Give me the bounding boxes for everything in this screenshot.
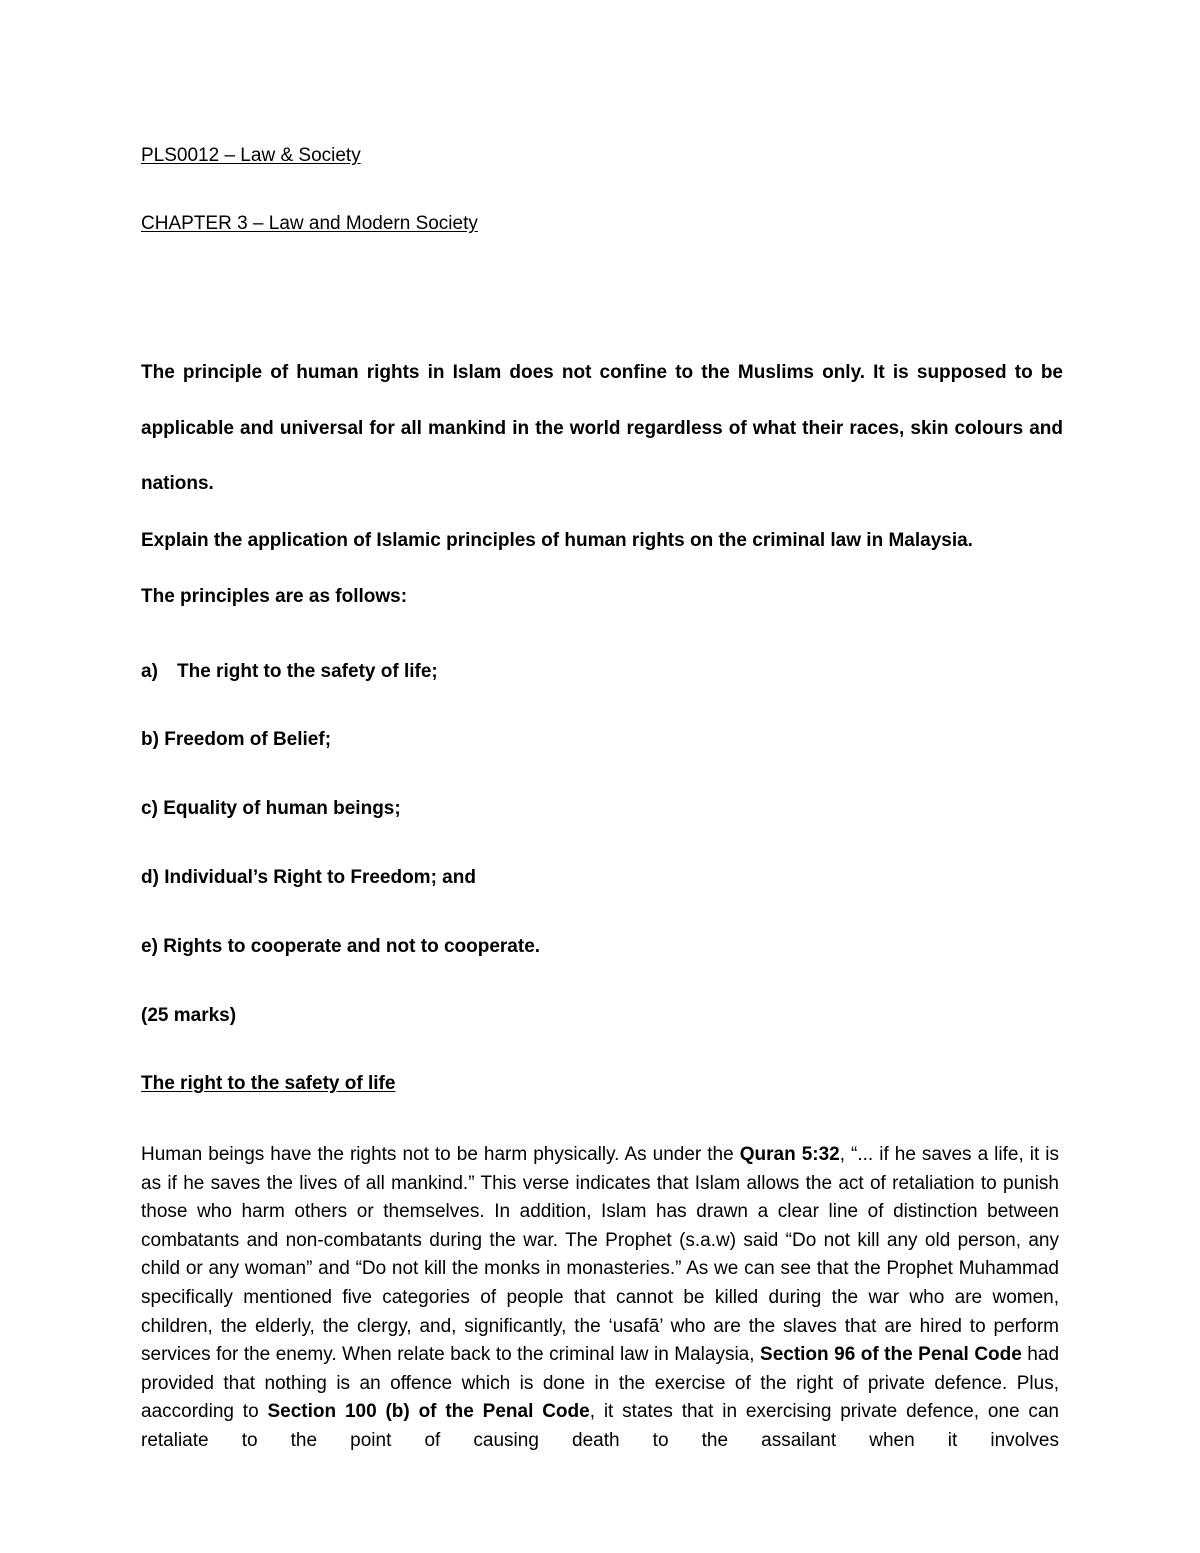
list-item-text: The right to the safety of life; — [177, 661, 438, 682]
section-heading: The right to the safety of life — [141, 1073, 396, 1094]
explain-instruction: Explain the application of Islamic principles of human rights on the criminal law in Malaysia. — [141, 530, 973, 551]
list-item — [141, 661, 438, 683]
list-marker: d) — [141, 867, 159, 888]
list-item — [141, 729, 331, 751]
list-item-text: Individual’s Right to Freedom; and — [164, 867, 476, 888]
list-marker: b) — [141, 729, 159, 750]
section-100-reference: Section 100 (b) of the Penal Code — [267, 1401, 590, 1423]
body-text-part: , “... if he saves a life, it is as if he saves the lives of all mankind.” This verse indicates that Islam allows the act of retaliation to punish those who harm others or themselves. In addition, Islam has drawn a clear line of distinction between combatants and non-combatants during the war. The Prophet (s.a.w) said “Do not kill any old person, any child or any woman” and “Do not kill the monks in monasteries.” As we can see that the Prophet Muhammad specifically mentioned five categories of people that cannot be killed during the war who are women, children, the elderly, the clergy, and, significantly, the ‘usafā’ who are the slaves that are hired to perform services for the enemy. When relate back to the criminal law in Malaysia, — [141, 1144, 1060, 1366]
list-item — [141, 936, 540, 958]
list-item — [141, 867, 476, 889]
body-paragraph — [141, 1141, 1059, 1456]
chapter-title: CHAPTER 3 – Law and Modern Society — [141, 213, 478, 234]
list-item — [141, 798, 401, 820]
list-item-text: Equality of human beings; — [163, 798, 401, 819]
marks-allocation: (25 marks) — [141, 1005, 237, 1026]
list-marker: a) — [141, 661, 158, 682]
principles-intro: The principles are as follows: — [141, 586, 408, 607]
quran-reference: Quran 5:32 — [739, 1144, 840, 1165]
section-96-reference: Section 96 of the Penal Code — [760, 1344, 1022, 1366]
list-item-text: Freedom of Belief; — [164, 729, 332, 750]
list-marker: c) — [141, 798, 158, 819]
list-marker: e) — [141, 936, 158, 957]
list-item-text: Rights to cooperate and not to cooperate. — [163, 936, 541, 957]
body-text-part: Human beings have the rights not to be harm physically. As under the — [141, 1144, 740, 1165]
course-title: PLS0012 – Law & Society — [141, 145, 361, 166]
body-text-part: , it states that in exercising private defence, one can retaliate to the point of causing death to the assailant when it involves — [141, 1401, 1059, 1451]
question-paragraph: The principle of human rights in Islam does not confine to the Muslims only. It is supposed to be applicable and universal for all mankind in the world regardless of what their races, skin colours and nations. — [141, 362, 1063, 494]
body-text-part: had provided that nothing is an offence which is done in the exercise of the right of private defence. Plus, aaccording to — [141, 1344, 1060, 1423]
